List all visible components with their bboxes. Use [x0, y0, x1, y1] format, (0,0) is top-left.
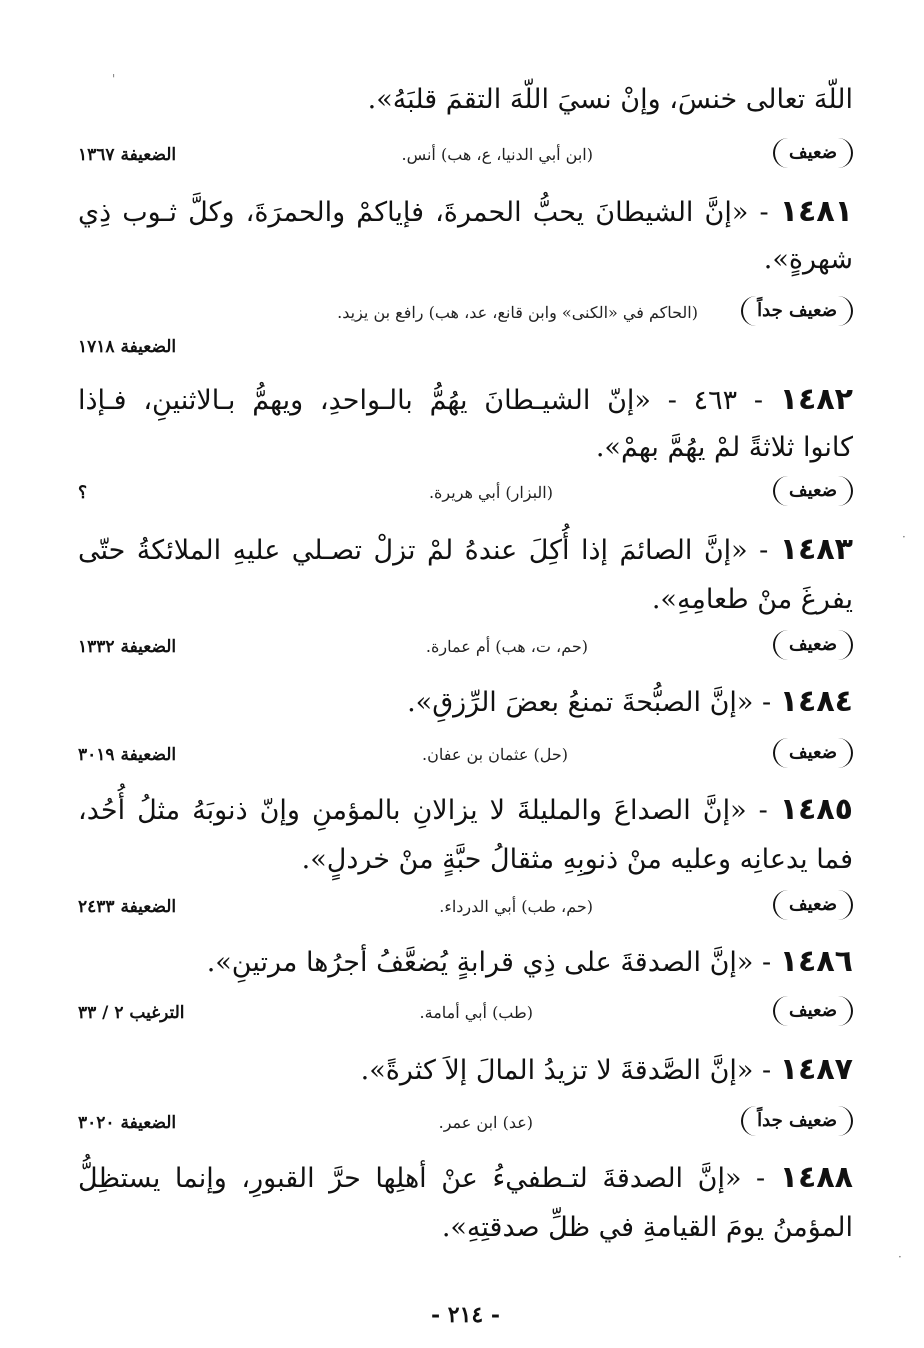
hadith-text: - «إنَّ الصائمَ إذا أُكِلَ عندهُ لمْ تزلْ تصـلي عليهِ الملائكةُ حتّى: [78, 535, 769, 566]
scan-speck: ·: [902, 530, 906, 544]
grading-row: [78, 476, 853, 510]
reference-text: الضعيفة ٣٠١٩: [78, 745, 177, 765]
source-text: (البزار) أبي هريرة.: [428, 483, 553, 502]
grading-row: [78, 738, 853, 772]
hadith-number: ١٤٨٧: [779, 1052, 853, 1087]
hadith-1481-continuation: [78, 240, 853, 280]
grading-row: [78, 138, 853, 172]
hadith-text: يفرغَ منْ طعامِهِ».: [651, 584, 853, 615]
hadith-text: - «إنَّ الصدقةَ لتـطفيءُ عنْ أهلِها حرَّ القبورِ، وإنما يستظِلُّ: [78, 1163, 766, 1194]
source-text: (عد) ابن عمر.: [438, 1113, 533, 1132]
source-text: (حم، ت، هب) أم عمارة.: [425, 637, 588, 656]
grading-row: [78, 296, 853, 330]
source-text: (الحاكم في «الكنى» وابن قانع، عد، هب) رافع بن يزيد.: [337, 303, 698, 322]
grading-row: [78, 996, 853, 1030]
scan-speck: ': [112, 72, 116, 86]
grading-reference-row: [78, 330, 853, 364]
grading-row: [78, 890, 853, 924]
hadith-text: - «إنَّ الصَّدقةَ لا تزيدُ المالَ إلاَ كثرةً».: [360, 1055, 772, 1086]
hadith-text: كانوا ثلاثةً لمْ يهُمَّ بهمْ».: [595, 432, 853, 463]
book-page: [78, 70, 853, 1328]
reference-text: الضعيفة ١٣٣٢: [78, 637, 177, 657]
hadith-text: - «إنَّ الصداعَ والمليلةَ لا يزالانِ بالمؤمنِ وإنّ ذنوبَهُ مثلُ أُحُد،: [78, 795, 768, 826]
reference-text: الضعيفة ٣٠٢٠: [78, 1113, 177, 1133]
hadith-1483: [78, 530, 853, 571]
source-text: (ابن أبي الدنيا، ع، هب) أنس.: [401, 145, 593, 164]
source-text: (حم، طب) أبي الدرداء.: [439, 897, 593, 916]
hadith-number: ١٤٨٥: [779, 792, 853, 827]
hadith-1481: [78, 192, 853, 233]
reference-text: الضعيفة ٢٤٣٣: [78, 897, 177, 917]
hadith-text: المؤمنُ يومَ القيامةِ في ظلِّ صدقتِهِ».: [441, 1212, 853, 1243]
hadith-1485-continuation: [78, 840, 853, 880]
hadith-text: شهرةٍ».: [763, 244, 853, 275]
hadith-1486: [78, 942, 853, 983]
hadith-text: - «إنَّ الصدقةَ على ذِي قرابةٍ يُضعَّفُ أجرُها مرتينِ».: [206, 947, 772, 978]
source-text: (حل) عثمان بن عفان.: [422, 745, 568, 764]
hadith-number: ١٤٨٢: [779, 382, 853, 417]
hadith-1488-continuation: [78, 1208, 853, 1248]
grade-label: ضعيف جداً: [741, 1106, 853, 1136]
grading-row: [78, 630, 853, 664]
hadith-text: اللّهَ تعالى خنسَ، وإنْ نسيَ اللّهَ التقمَ قلبَهُ».: [367, 84, 853, 115]
grade-label: ضعيف: [773, 138, 853, 168]
reference-text: ؟: [78, 483, 88, 503]
hadith-1485: [78, 790, 853, 831]
reference-text: الضعيفة ١٣٦٧: [78, 145, 177, 165]
hadith-text: فما يدعانِه وعليه منْ ذنوبِهِ مثقالُ حبَّةٍ منْ خردلٍ».: [301, 844, 853, 875]
hadith-number: ١٤٨١: [779, 194, 853, 229]
hadith-1488: [78, 1158, 853, 1199]
hadith-number: ١٤٨٤: [779, 684, 853, 719]
hadith-1487: [78, 1050, 853, 1091]
hadith-1482-continuation: [78, 428, 853, 468]
source-text: (طب) أبي أمامة.: [419, 1003, 533, 1022]
grade-label: ضعيف جداً: [741, 296, 853, 326]
scan-speck: ·: [898, 1250, 902, 1264]
grade-label: ضعيف: [773, 476, 853, 506]
grade-label: ضعيف: [773, 890, 853, 920]
grade-label: ضعيف: [773, 738, 853, 768]
hadith-number: ١٤٨٨: [779, 1160, 853, 1195]
hadith-text: - «إنَّ الشيطانَ يحبُّ الحمرةَ، فإياكمْ والحمرَةَ، وكلَّ ثـوب ذِي: [78, 197, 769, 228]
hadith-text: - ٤٦٣ - «إنّ الشيـطانَ يهُمُّ بالـواحدِ، ويهمُّ بـالاثنينِ، فـإذا: [78, 385, 763, 416]
hadith-continuation: [78, 80, 853, 120]
reference-text: الترغيب ٢ / ٣٣: [78, 1003, 185, 1023]
hadith-number: ١٤٨٣: [779, 532, 853, 567]
hadith-1484: [78, 682, 853, 723]
reference-text: الضعيفة ١٧١٨: [78, 337, 177, 357]
page-number: - ٢١٤ -: [430, 1302, 501, 1328]
grade-label: ضعيف: [773, 996, 853, 1026]
hadith-1482: [78, 380, 853, 421]
hadith-1483-continuation: [78, 580, 853, 620]
grading-row: [78, 1106, 853, 1140]
hadith-text: - «إنَّ الصبُّحةَ تمنعُ بعضَ الرِّزقِ».: [407, 687, 772, 718]
hadith-number: ١٤٨٦: [779, 944, 853, 979]
grade-label: ضعيف: [773, 630, 853, 660]
